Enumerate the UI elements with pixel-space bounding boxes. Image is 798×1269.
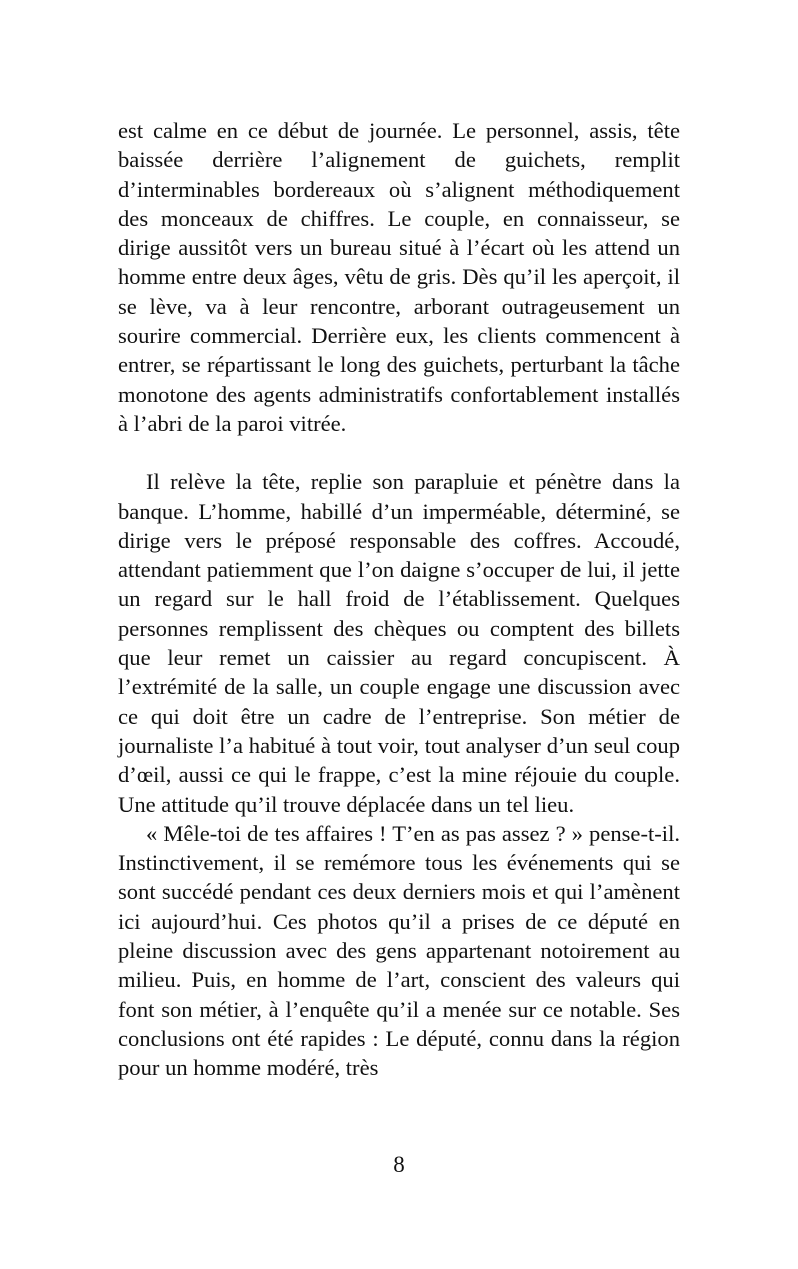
page-body — [118, 116, 680, 1083]
paragraph-3: « Mêle-toi de tes affaires ! T’en as pas assez ? » pense-t-il. Instinctivement, il se remémore tous les événements qui se sont succédé pendant ces deux derniers mois et qui l’amènent ici aujourd’hui. Ces photos qu’il a prises de ce député en pleine discussion avec des gens appartenant notoirement au milieu. Puis, en homme de l’art, conscient des valeurs qui font son métier, à l’enquête qu’il a menée sur ce notable. Ses conclusions ont été rapides : Le député, connu dans la région pour un homme modéré, très — [118, 820, 680, 1081]
page-number: 8 — [393, 1152, 405, 1177]
paragraph-1: est calme en ce début de journée. Le personnel, assis, tête baissée derrière l’alignement de guichets, remplit d’interminables bordereaux où s’alignent méthodiquement des monceaux de chiffres. Le couple, en connaisseur, se dirige aussitôt vers un bureau situé à l’écart où les attend un homme entre deux âges, vêtu de gris. Dès qu’il les aperçoit, il se lève, va à leur rencontre, arborant outrageusement un sourire commercial. Derrière eux, les clients commencent à entrer, se répartissant le long des guichets, perturbant la tâche monotone des agents administratifs confortablement installés à l’abri de la paroi vitrée. — [118, 118, 680, 436]
paragraph-spacer — [118, 438, 680, 467]
paragraph-2: Il relève la tête, replie son parapluie et pénètre dans la banque. L’homme, habillé d’un imperméable, déterminé, se dirige vers le préposé responsable des coffres. Accoudé, attendant patiemment que l’on daigne s’occuper de lui, il jette un regard sur le hall froid de l’établissement. Quelques personnes remplissent des chèques ou comptent des billets que leur remet un caissier au regard concupiscent. À l’extrémité de la salle, un couple engage une discussion avec ce qui doit être un cadre de l’entreprise. Son métier de journaliste l’a habitué à tout voir, tout analyser d’un seul coup d’œil, aussi ce qui le frappe, c’est la mine réjouie du couple. Une attitude qu’il trouve déplacée dans un tel lieu. — [118, 469, 680, 817]
